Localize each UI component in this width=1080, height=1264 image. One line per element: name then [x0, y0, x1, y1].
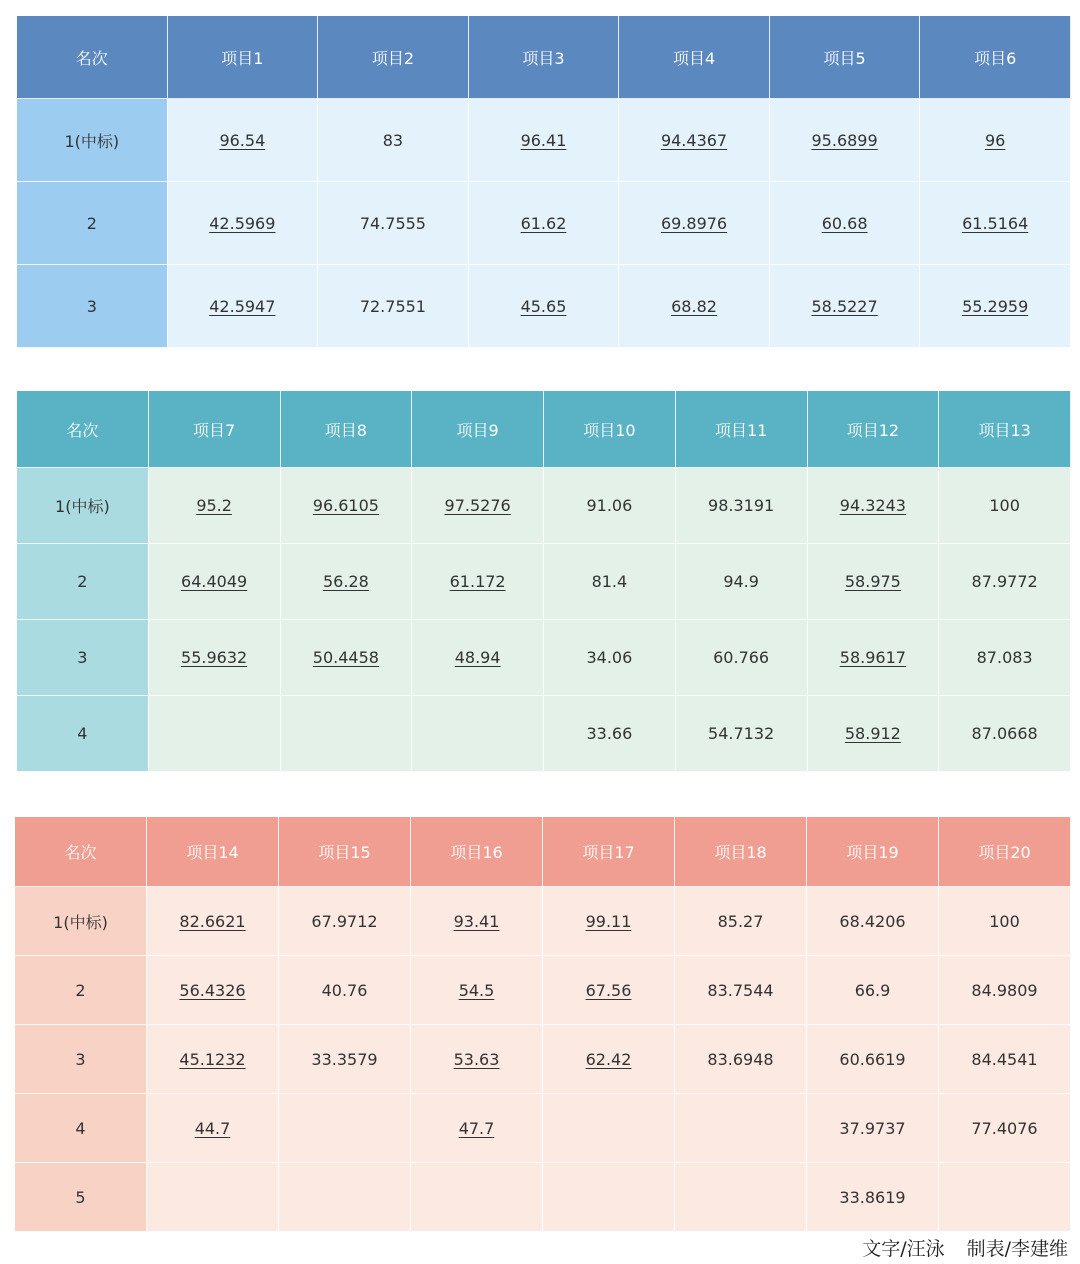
score-cell: [619, 182, 770, 265]
score-table-2: [16, 390, 1071, 772]
rank-cell: 2: [15, 956, 147, 1025]
project-column-header: 项目5: [769, 16, 920, 99]
score-value: 66.9: [854, 980, 891, 1000]
score-value: 91.06: [586, 496, 633, 515]
score-cell: [675, 1025, 807, 1094]
score-cell: [544, 544, 676, 620]
score-cell: [167, 99, 318, 182]
score-cell: [769, 99, 920, 182]
score-cell: [939, 544, 1071, 620]
score-value: 61.172: [449, 572, 506, 591]
score-value: 58.5227: [811, 296, 878, 316]
table-row: [17, 696, 1071, 772]
rank-cell: 1(中标): [15, 887, 147, 956]
project-column-header: 项目2: [318, 16, 469, 99]
score-value: 42.5969: [209, 213, 276, 233]
score-value: 33.66: [586, 724, 633, 743]
score-cell: [279, 956, 411, 1025]
score-value: 77.4076: [971, 1118, 1038, 1138]
score-cell: [147, 1094, 279, 1163]
score-cell: [280, 620, 412, 696]
score-value: 58.9617: [839, 648, 906, 667]
score-value: 87.0668: [971, 724, 1038, 743]
score-cell: [412, 544, 544, 620]
score-cell: [920, 182, 1071, 265]
score-value: 84.9809: [971, 980, 1038, 1000]
score-cell: [280, 696, 412, 772]
score-cell: [619, 265, 770, 348]
score-value: 98.3191: [708, 496, 775, 515]
score-cell: [279, 887, 411, 956]
score-value: 54.5: [458, 980, 495, 1000]
project-column-header: 项目15: [279, 817, 411, 887]
score-value: 97.5276: [444, 496, 511, 515]
score-value: 94.9: [723, 572, 759, 591]
score-cell: [147, 956, 279, 1025]
table-row: [17, 182, 1071, 265]
score-table-1: [16, 15, 1071, 348]
rank-cell: 2: [17, 182, 168, 265]
score-value: 100: [989, 496, 1020, 515]
score-cell: [675, 544, 807, 620]
table-row: [15, 1025, 1071, 1094]
score-cell: [939, 887, 1071, 956]
project-column-header: 项目6: [920, 16, 1071, 99]
score-value: 55.9632: [181, 648, 248, 667]
rank-column-header: 名次: [17, 16, 168, 99]
table-row: [17, 265, 1071, 348]
project-column-header: 项目4: [619, 16, 770, 99]
score-value: 60.766: [713, 648, 770, 667]
score-value: 50.4458: [312, 648, 379, 667]
score-value: 83.6948: [707, 1049, 774, 1069]
score-cell: [412, 620, 544, 696]
score-cell: [543, 1163, 675, 1232]
score-value: 83: [382, 130, 404, 150]
score-value: 96.54: [219, 130, 266, 150]
score-cell: [279, 1094, 411, 1163]
score-value: 58.975: [844, 572, 901, 591]
rank-column-header: 名次: [17, 391, 149, 468]
score-cell: [675, 696, 807, 772]
score-cell: [147, 1025, 279, 1094]
score-cell: [807, 620, 939, 696]
project-column-header: 项目16: [411, 817, 543, 887]
score-cell: [411, 1094, 543, 1163]
table-row: [15, 1163, 1071, 1232]
score-cell: [807, 468, 939, 544]
score-value: 45.65: [520, 296, 567, 316]
score-cell: [675, 956, 807, 1025]
score-cell: [280, 468, 412, 544]
rank-cell: 5: [15, 1163, 147, 1232]
score-value: 93.41: [453, 911, 500, 931]
credits: [840, 1234, 1068, 1261]
rank-cell: 3: [15, 1025, 147, 1094]
score-cell: [807, 696, 939, 772]
credit-table-author: 制表/李建维: [966, 1238, 1068, 1260]
score-cell: [544, 696, 676, 772]
score-value: 99.11: [585, 911, 632, 931]
score-value: 94.4367: [660, 130, 728, 150]
table-row: [17, 620, 1071, 696]
score-value: 60.6619: [839, 1049, 906, 1069]
score-value: 96.41: [520, 130, 567, 150]
score-cell: [939, 696, 1071, 772]
score-cell: [939, 1025, 1071, 1094]
score-cell: [939, 1163, 1071, 1232]
score-cell: [675, 887, 807, 956]
project-column-header: 项目18: [675, 817, 807, 887]
score-value: 61.62: [520, 213, 567, 233]
score-value: 67.9712: [311, 911, 378, 931]
project-column-header: 项目12: [807, 391, 939, 468]
score-cell: [147, 887, 279, 956]
score-value: 84.4541: [971, 1049, 1038, 1069]
score-cell: [318, 99, 469, 182]
score-cell: [807, 887, 939, 956]
score-cell: [807, 1094, 939, 1163]
score-value: 61.5164: [962, 213, 1029, 233]
table-row: [15, 1094, 1071, 1163]
score-cell: [920, 99, 1071, 182]
header-row: [17, 391, 1071, 468]
project-column-header: 项目14: [147, 817, 279, 887]
score-cell: [147, 1163, 279, 1232]
rank-cell: 2: [17, 544, 149, 620]
score-cell: [148, 696, 280, 772]
score-cell: [807, 1163, 939, 1232]
score-value: 82.6621: [179, 911, 246, 931]
score-value: 69.8976: [660, 213, 728, 233]
score-value: 85.27: [717, 911, 764, 931]
score-value: 56.28: [322, 572, 369, 591]
score-value: 83.7544: [707, 980, 774, 1000]
score-cell: [544, 620, 676, 696]
rank-cell: 1(中标): [17, 99, 168, 182]
score-cell: [543, 1094, 675, 1163]
score-cell: [318, 182, 469, 265]
score-cell: [412, 468, 544, 544]
score-value: 95.2: [196, 496, 232, 515]
table-row: [17, 544, 1071, 620]
score-cell: [468, 265, 619, 348]
score-value: 40.76: [321, 980, 368, 1000]
score-cell: [318, 265, 469, 348]
rank-column-header: 名次: [15, 817, 147, 887]
project-column-header: 项目7: [148, 391, 280, 468]
score-value: 54.7132: [708, 724, 775, 743]
rank-cell: 3: [17, 265, 168, 348]
score-value: 58.912: [844, 724, 901, 743]
score-cell: [468, 99, 619, 182]
score-value: 48.94: [454, 648, 501, 667]
score-cell: [769, 182, 920, 265]
score-cell: [280, 544, 412, 620]
score-value: 95.6899: [811, 130, 878, 150]
score-cell: [675, 1163, 807, 1232]
score-cell: [675, 468, 807, 544]
score-value: 94.3243: [839, 496, 906, 515]
score-cell: [411, 1025, 543, 1094]
score-value: 60.68: [821, 213, 868, 233]
score-cell: [279, 1163, 411, 1232]
score-cell: [148, 468, 280, 544]
score-cell: [807, 544, 939, 620]
project-column-header: 项目17: [543, 817, 675, 887]
project-column-header: 项目3: [468, 16, 619, 99]
project-column-header: 项目9: [412, 391, 544, 468]
score-cell: [468, 182, 619, 265]
rank-cell: 3: [17, 620, 149, 696]
score-value: 67.56: [585, 980, 632, 1000]
score-cell: [543, 1025, 675, 1094]
score-cell: [543, 956, 675, 1025]
score-value: 53.63: [453, 1049, 500, 1069]
score-cell: [411, 887, 543, 956]
score-value: 34.06: [586, 648, 633, 667]
score-table-3: [14, 816, 1071, 1232]
project-column-header: 项目13: [939, 391, 1071, 468]
score-value: 68.4206: [839, 911, 906, 931]
score-cell: [939, 468, 1071, 544]
score-cell: [807, 956, 939, 1025]
score-cell: [544, 468, 676, 544]
table-row: [17, 468, 1071, 544]
project-column-header: 项目8: [280, 391, 412, 468]
rank-cell: 1(中标): [17, 468, 149, 544]
score-cell: [619, 99, 770, 182]
table-row: [17, 99, 1071, 182]
project-column-header: 项目19: [807, 817, 939, 887]
score-value: 45.1232: [179, 1049, 246, 1069]
score-value: 42.5947: [209, 296, 276, 316]
score-value: 87.9772: [971, 572, 1038, 591]
score-cell: [939, 956, 1071, 1025]
score-cell: [920, 265, 1071, 348]
score-value: 74.7555: [359, 213, 426, 233]
score-cell: [769, 265, 920, 348]
score-cell: [543, 887, 675, 956]
score-value: 44.7: [194, 1118, 231, 1138]
score-cell: [675, 620, 807, 696]
score-value: 33.8619: [839, 1187, 906, 1207]
rank-cell: 4: [15, 1094, 147, 1163]
score-cell: [148, 544, 280, 620]
score-value: 96.6105: [312, 496, 379, 515]
header-row: [15, 817, 1071, 887]
project-column-header: 项目11: [675, 391, 807, 468]
score-cell: [412, 696, 544, 772]
score-cell: [167, 182, 318, 265]
score-value: 47.7: [458, 1118, 495, 1138]
score-value: 64.4049: [181, 572, 248, 591]
score-value: 56.4326: [179, 980, 246, 1000]
table-row: [15, 887, 1071, 956]
score-value: 100: [989, 911, 1020, 931]
score-cell: [939, 620, 1071, 696]
score-value: 33.3579: [311, 1049, 378, 1069]
credit-text-author: 文字/汪泳: [862, 1238, 945, 1260]
project-column-header: 项目20: [939, 817, 1071, 887]
score-value: 81.4: [591, 572, 628, 591]
score-cell: [939, 1094, 1071, 1163]
score-cell: [148, 620, 280, 696]
score-value: 37.9737: [839, 1118, 906, 1138]
score-value: 68.82: [671, 296, 717, 316]
score-value: 72.7551: [359, 296, 426, 316]
score-value: 87.083: [976, 648, 1033, 667]
score-cell: [675, 1094, 807, 1163]
score-value: 62.42: [585, 1049, 632, 1069]
score-cell: [279, 1025, 411, 1094]
score-cell: [807, 1025, 939, 1094]
table-row: [15, 956, 1071, 1025]
score-cell: [411, 956, 543, 1025]
rank-cell: 4: [17, 696, 149, 772]
score-cell: [411, 1163, 543, 1232]
project-column-header: 项目1: [167, 16, 318, 99]
score-value: 96: [985, 130, 1006, 150]
score-value: 55.2959: [962, 296, 1029, 316]
project-column-header: 项目10: [544, 391, 676, 468]
header-row: [17, 16, 1071, 99]
score-cell: [167, 265, 318, 348]
